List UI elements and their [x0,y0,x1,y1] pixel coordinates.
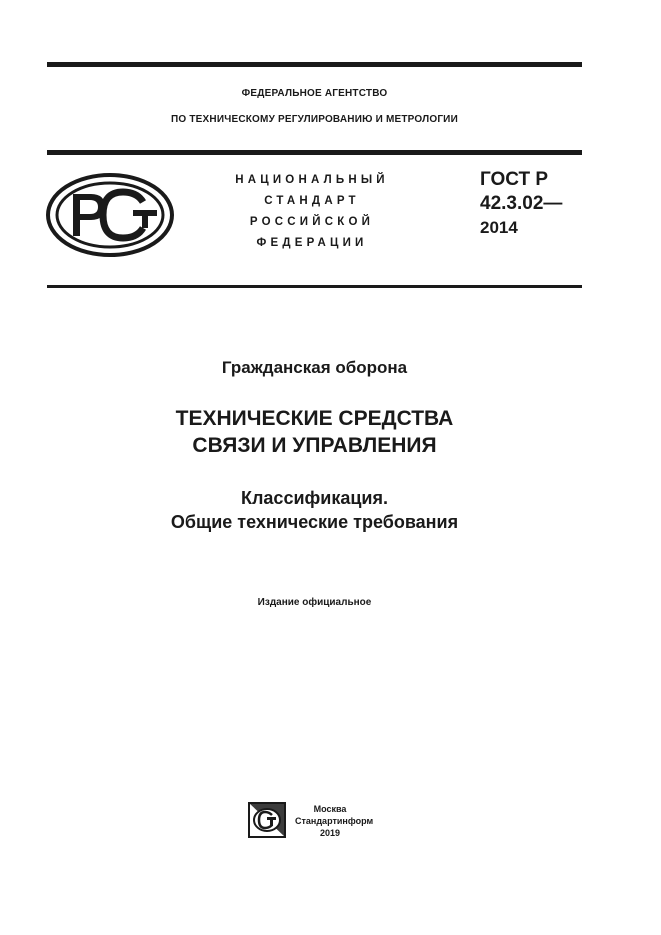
agency-line-2: ПО ТЕХНИЧЕСКОМУ РЕГУЛИРОВАНИЮ И МЕТРОЛОГИИ [171,114,458,125]
agency-line-1: ФЕДЕРАЛЬНОЕ АГЕНТСТВО [241,88,388,99]
national-standard-line-4: ФЕДЕРАЦИИ [256,237,368,249]
edition-note: Издание официальное [257,597,372,608]
rst-certification-mark-icon [45,172,175,258]
document-subtitle [47,486,582,534]
national-standard-line-3: РОССИЙСКОЙ [249,216,375,228]
document-title-line-2: СВЯЗИ И УПРАВЛЕНИЯ [192,434,437,457]
document-subtitle-line-1: Классификация. [241,488,388,508]
section-title: Гражданская оборона [221,358,408,377]
publisher-city: Москва [313,804,347,814]
publisher-block [295,803,374,839]
national-standard-line-2: СТАНДАРТ [264,195,360,207]
publisher-year: 2019 [319,828,341,838]
standard-designation [480,168,562,240]
header-rule [47,150,582,155]
designation-rule [47,285,582,288]
standartinform-logo-icon [248,802,286,838]
national-standard-label [232,170,392,254]
designation-line-1: ГОСТ Р [480,169,549,190]
top-rule [47,62,582,67]
document-subtitle-line-2: Общие технические требования [170,512,459,532]
designation-line-2: 42.3.02— [480,193,563,214]
national-standard-line-1: НАЦИОНАЛЬНЫЙ [235,174,389,186]
document-title [47,405,582,459]
document-title-line-1: ТЕХНИЧЕСКИЕ СРЕДСТВА [175,407,454,430]
designation-year: 2014 [480,218,518,237]
publisher-name: Стандартинформ [295,816,374,826]
